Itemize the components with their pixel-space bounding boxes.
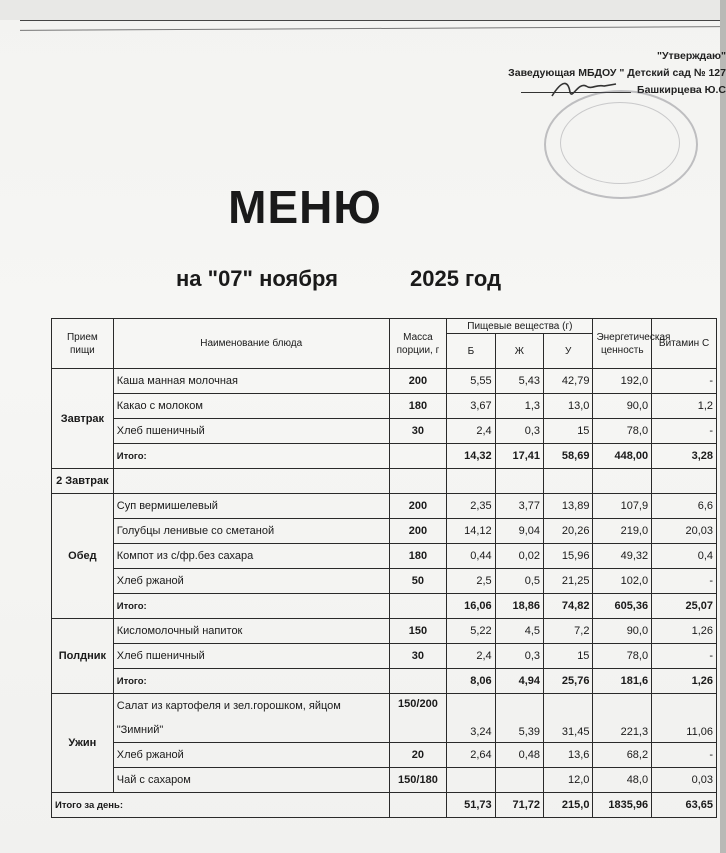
day-total-vitamin: 63,65 (652, 793, 717, 818)
meal-breakfast-2: 2 Завтрак (52, 469, 114, 494)
approval-signer: Башкирцева Ю.С (637, 84, 726, 96)
dish-zh: 0,3 (495, 644, 543, 669)
dish-name: Суп вермишелевый (113, 494, 389, 519)
dish-u: 13,0 (544, 394, 593, 419)
dish-zh: 0,5 (495, 569, 543, 594)
menu-year: 2025 год (410, 266, 502, 291)
table-row (52, 619, 717, 644)
day-total-energy: 1835,96 (593, 793, 652, 818)
table-row (52, 394, 717, 419)
day-total-u: 215,0 (544, 793, 593, 818)
dish-mass: 50 (389, 569, 447, 594)
header-dish: Наименование блюда (113, 319, 389, 369)
dish-u: 21,25 (544, 569, 593, 594)
dish-name: Каша манная молочная (113, 369, 389, 394)
table-row (52, 469, 717, 494)
day-total-label: Итого за день: (52, 793, 390, 818)
table-row (52, 694, 717, 743)
table-row (52, 569, 717, 594)
header-u: У (544, 334, 593, 369)
header-zh: Ж (495, 334, 543, 369)
dish-energy: 107,9 (593, 494, 652, 519)
header-nutrients: Пищевые вещества (г) (447, 319, 593, 334)
dish-energy: 78,0 (593, 419, 652, 444)
dish-vitamin: - (652, 369, 717, 394)
dish-name: Кисломолочный напиток (113, 619, 389, 644)
dish-zh: 0,48 (495, 743, 543, 768)
dish-u: 15,96 (544, 544, 593, 569)
dish-zh (495, 768, 543, 793)
total-energy: 181,6 (593, 669, 652, 694)
dish-energy: 68,2 (593, 743, 652, 768)
dish-vitamin: - (652, 644, 717, 669)
day-total-mass (389, 793, 447, 818)
header-rule (20, 20, 720, 21)
header-vitamin: Витамин С (652, 319, 717, 369)
dish-name: Какао с молоком (113, 394, 389, 419)
dish-mass: 180 (389, 394, 447, 419)
menu-date: на "07" ноября (176, 266, 338, 291)
dish-vitamin: - (652, 419, 717, 444)
total-energy: 448,00 (593, 444, 652, 469)
dish-name: Салат из картофеля и зел.горошком, яйцом "Зимний" (113, 694, 389, 743)
dish-b: 2,4 (447, 644, 495, 669)
dish-u: 31,45 (544, 694, 593, 743)
dish-name: Хлеб ржаной (113, 743, 389, 768)
dish-b: 14,12 (447, 519, 495, 544)
dish-u: 15 (544, 644, 593, 669)
dish-mass: 150 (389, 619, 447, 644)
day-total-b: 51,73 (447, 793, 495, 818)
dish-b (447, 768, 495, 793)
approval-position: Заведующая МБДОУ " Детский сад № 127 (508, 67, 726, 79)
menu-table (51, 318, 717, 818)
dish-b: 5,22 (447, 619, 495, 644)
total-u: 25,76 (544, 669, 593, 694)
total-vitamin: 1,26 (652, 669, 717, 694)
dish-b: 2,5 (447, 569, 495, 594)
day-total-row (52, 793, 717, 818)
dish-zh: 1,3 (495, 394, 543, 419)
dish-zh: 4,5 (495, 619, 543, 644)
dish-mass: 30 (389, 419, 447, 444)
stamp-inner-icon (560, 102, 680, 184)
total-mass (389, 444, 447, 469)
total-label: Итого: (113, 444, 389, 469)
table-row (52, 644, 717, 669)
table-row (52, 768, 717, 793)
dish-u: 42,79 (544, 369, 593, 394)
dish-mass: 180 (389, 544, 447, 569)
dish-b: 2,64 (447, 743, 495, 768)
dish-zh: 0,02 (495, 544, 543, 569)
total-mass (389, 669, 447, 694)
meal-snack: Полдник (52, 619, 114, 694)
table-row (52, 519, 717, 544)
dish-name: Голубцы ленивые со сметаной (113, 519, 389, 544)
dish-energy: 90,0 (593, 619, 652, 644)
dish-zh: 5,43 (495, 369, 543, 394)
header-meal: Прием пищи (52, 319, 114, 369)
total-zh: 18,86 (495, 594, 543, 619)
approval-title: "Утверждаю" (657, 50, 726, 62)
total-mass (389, 594, 447, 619)
total-zh: 4,94 (495, 669, 543, 694)
total-u: 58,69 (544, 444, 593, 469)
total-zh: 17,41 (495, 444, 543, 469)
dish-mass: 150/200 (389, 694, 447, 743)
header-mass: Масса порции, г (389, 319, 447, 369)
total-row (52, 594, 717, 619)
total-vitamin: 3,28 (652, 444, 717, 469)
dish-b: 2,4 (447, 419, 495, 444)
meal-lunch: Обед (52, 494, 114, 619)
dish-b: 3,24 (447, 694, 495, 743)
dish-mass: 200 (389, 519, 447, 544)
header-energy: Энергетическая ценность (593, 319, 652, 369)
dish-name: Хлеб пшеничный (113, 419, 389, 444)
dish-energy: 192,0 (593, 369, 652, 394)
total-b: 8,06 (447, 669, 495, 694)
table-header-row (52, 319, 717, 334)
dish-zh: 0,3 (495, 419, 543, 444)
top-band (0, 0, 720, 20)
total-b: 16,06 (447, 594, 495, 619)
dish-vitamin: 6,6 (652, 494, 717, 519)
dish-name: Хлеб пшеничный (113, 644, 389, 669)
dish-energy: 49,32 (593, 544, 652, 569)
day-total-zh: 71,72 (495, 793, 543, 818)
table-row (52, 494, 717, 519)
total-u: 74,82 (544, 594, 593, 619)
dish-energy: 219,0 (593, 519, 652, 544)
dish-u: 12,0 (544, 768, 593, 793)
dish-u: 13,6 (544, 743, 593, 768)
dish-zh: 9,04 (495, 519, 543, 544)
dish-b: 3,67 (447, 394, 495, 419)
table-row (52, 544, 717, 569)
dish-vitamin: - (652, 743, 717, 768)
dish-vitamin: 0,03 (652, 768, 717, 793)
dish-vitamin: 1,2 (652, 394, 717, 419)
header-rule-2 (20, 26, 720, 31)
dish-energy: 48,0 (593, 768, 652, 793)
table-row (52, 419, 717, 444)
dish-mass: 20 (389, 743, 447, 768)
dish-energy: 78,0 (593, 644, 652, 669)
dish-energy: 102,0 (593, 569, 652, 594)
dish-u: 7,2 (544, 619, 593, 644)
table-row (52, 369, 717, 394)
dish-vitamin: 20,03 (652, 519, 717, 544)
dish-energy: 221,3 (593, 694, 652, 743)
dish-vitamin: 0,4 (652, 544, 717, 569)
header-b: Б (447, 334, 495, 369)
dish-mass: 30 (389, 644, 447, 669)
total-vitamin: 25,07 (652, 594, 717, 619)
dish-u: 13,89 (544, 494, 593, 519)
total-b: 14,32 (447, 444, 495, 469)
dish-name: Хлеб ржаной (113, 569, 389, 594)
dish-vitamin: - (652, 569, 717, 594)
meal-breakfast: Завтрак (52, 369, 114, 469)
dish-b: 2,35 (447, 494, 495, 519)
dish-b: 5,55 (447, 369, 495, 394)
meal-dinner: Ужин (52, 694, 114, 793)
dish-name: Чай с сахаром (113, 768, 389, 793)
total-row (52, 444, 717, 469)
dish-u: 15 (544, 419, 593, 444)
table-row (52, 743, 717, 768)
total-label: Итого: (113, 594, 389, 619)
dish-name: Компот из с/фр.без сахара (113, 544, 389, 569)
dish-mass: 150/180 (389, 768, 447, 793)
dish-b: 0,44 (447, 544, 495, 569)
dish-vitamin: 11,06 (652, 694, 717, 743)
dish-mass: 200 (389, 494, 447, 519)
total-label: Итого: (113, 669, 389, 694)
dish-mass: 200 (389, 369, 447, 394)
dish-u: 20,26 (544, 519, 593, 544)
dish-vitamin: 1,26 (652, 619, 717, 644)
page-title: МЕНЮ (228, 181, 382, 233)
dish-zh: 3,77 (495, 494, 543, 519)
dish-energy: 90,0 (593, 394, 652, 419)
total-energy: 605,36 (593, 594, 652, 619)
dish-zh: 5,39 (495, 694, 543, 743)
total-row (52, 669, 717, 694)
